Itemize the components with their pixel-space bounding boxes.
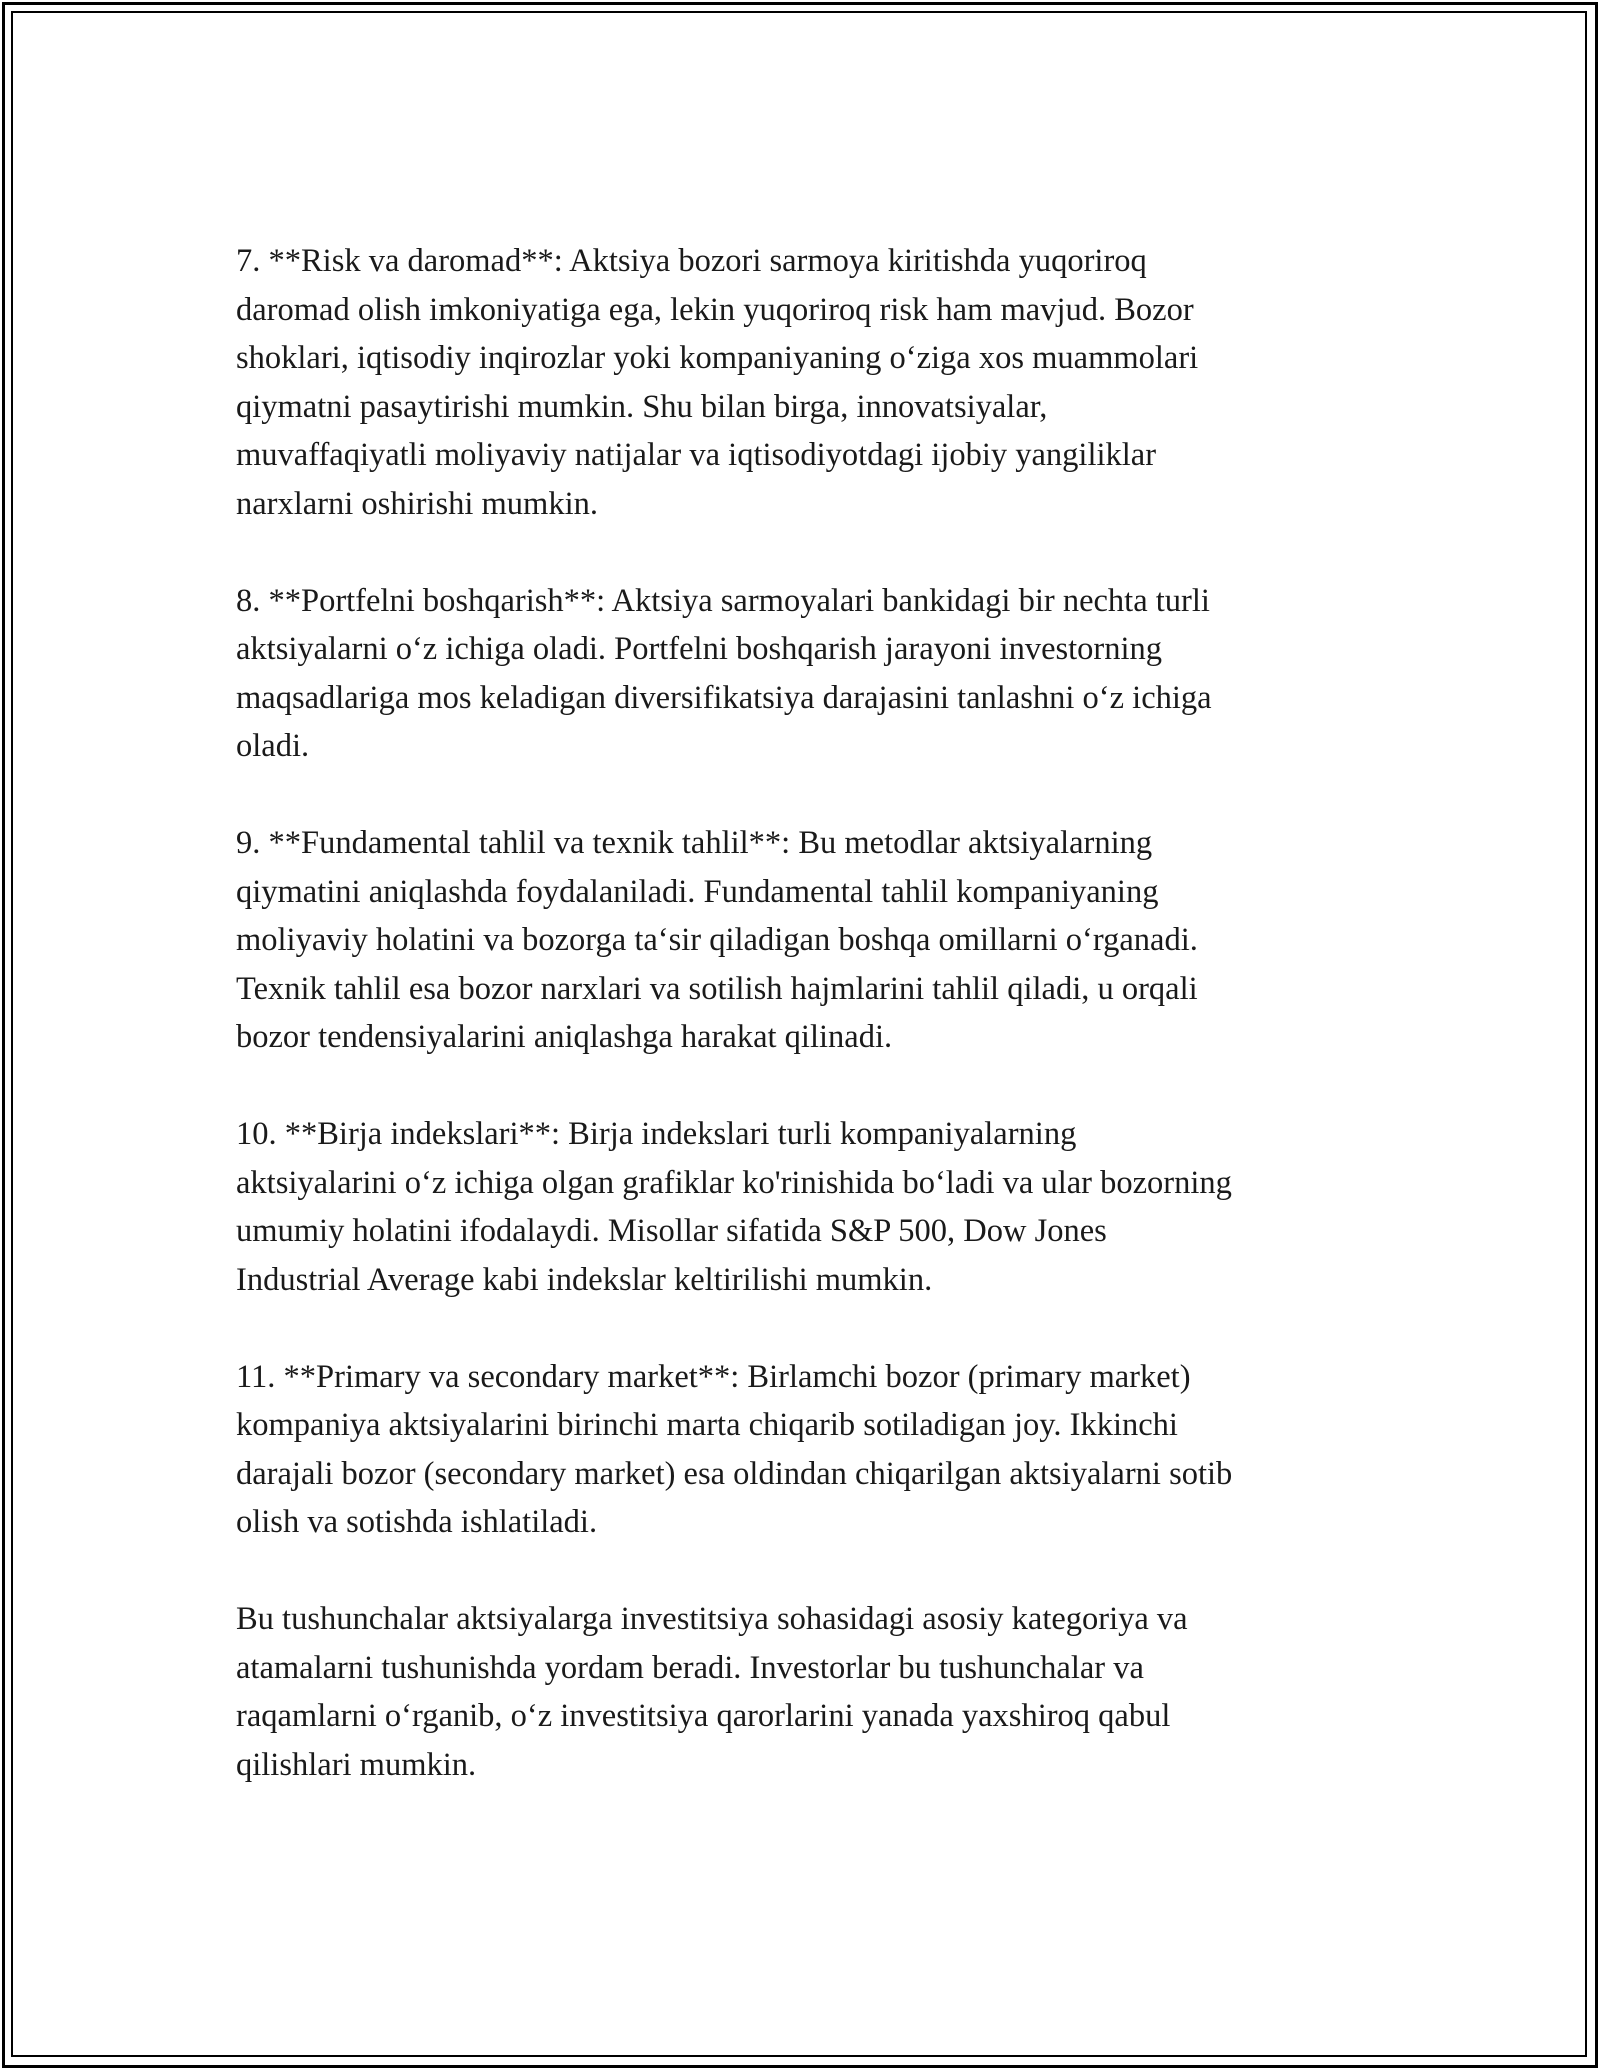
paragraph-conclusion: Bu tushunchalar aktsiyalarga investitsiya sohasidagi asosiy kategoriya va atamalarni tushunishda yordam beradi. Investorlar bu tushunchalar va raqamlarni o‘rganib, o‘z investitsiya qarorlarini yanada yaxshiroq qabul qilishlari mumkin.	[236, 1601, 1188, 1783]
paragraph-risk-va-daromad: 7. **Risk va daromad**: Aktsiya bozori sarmoya kiritishda yuqoriroq daromad olish imkoniyatiga ega, lekin yuqoriroq risk ham mavjud. Bozor shoklari, iqtisodiy inqirozlar yoki kompaniyaning o‘ziga xos muammolari qiymatni pasaytirishi mumkin. Shu bilan birga, innovatsiyalar, muvaffaqiyatli moliyaviy natijalar va iqtisodiyotdagi ijobiy yangiliklar narxlarni oshirishi mumkin.	[236, 243, 1199, 522]
paragraph-fundamental-texnik-tahlil: 9. **Fundamental tahlil va texnik tahlil**: Bu metodlar aktsiyalarning qiymatini aniqlashda foydalaniladi. Fundamental tahlil kompaniyaning moliyaviy holatini va bozorga ta‘sir qiladigan boshqa omillarni o‘rganadi. Texnik tahlil esa bozor narxlari va sotilish hajmlarini tahlil qiladi, u orqali bozor tendensiyalarini aniqlashga harakat qilinadi.	[236, 825, 1198, 1055]
paragraph-birja-indekslari: 10. **Birja indekslari**: Birja indekslari turli kompaniyalarning aktsiyalarini o‘z ichiga olgan grafiklar ko'rinishida bo‘ladi va ular bozorning umumiy holatini ifodalaydi. Misollar sifatida S&P 500, Dow Jones Industrial Average kabi indekslar keltirilishi mumkin.	[236, 1116, 1232, 1298]
paragraph-portfelni-boshqarish: 8. **Portfelni boshqarish**: Aktsiya sarmoyalari bankidagi bir nechta turli aktsiyalarni o‘z ichiga oladi. Portfelni boshqarish jarayoni investorning maqsadlariga mos keladigan diversifikatsiya darajasini tanlashni o‘z ichiga oladi.	[236, 582, 1212, 764]
document-body	[236, 237, 1376, 1789]
paragraph-primary-secondary-market: 11. **Primary va secondary market**: Birlamchi bozor (primary market) kompaniya aktsiyalarini birinchi marta chiqarib sotiladigan joy. Ikkinchi darajali bozor (secondary market) esa oldindan chiqarilgan aktsiyalarni sotib olish va sotishda ishlatiladi.	[236, 1358, 1233, 1540]
